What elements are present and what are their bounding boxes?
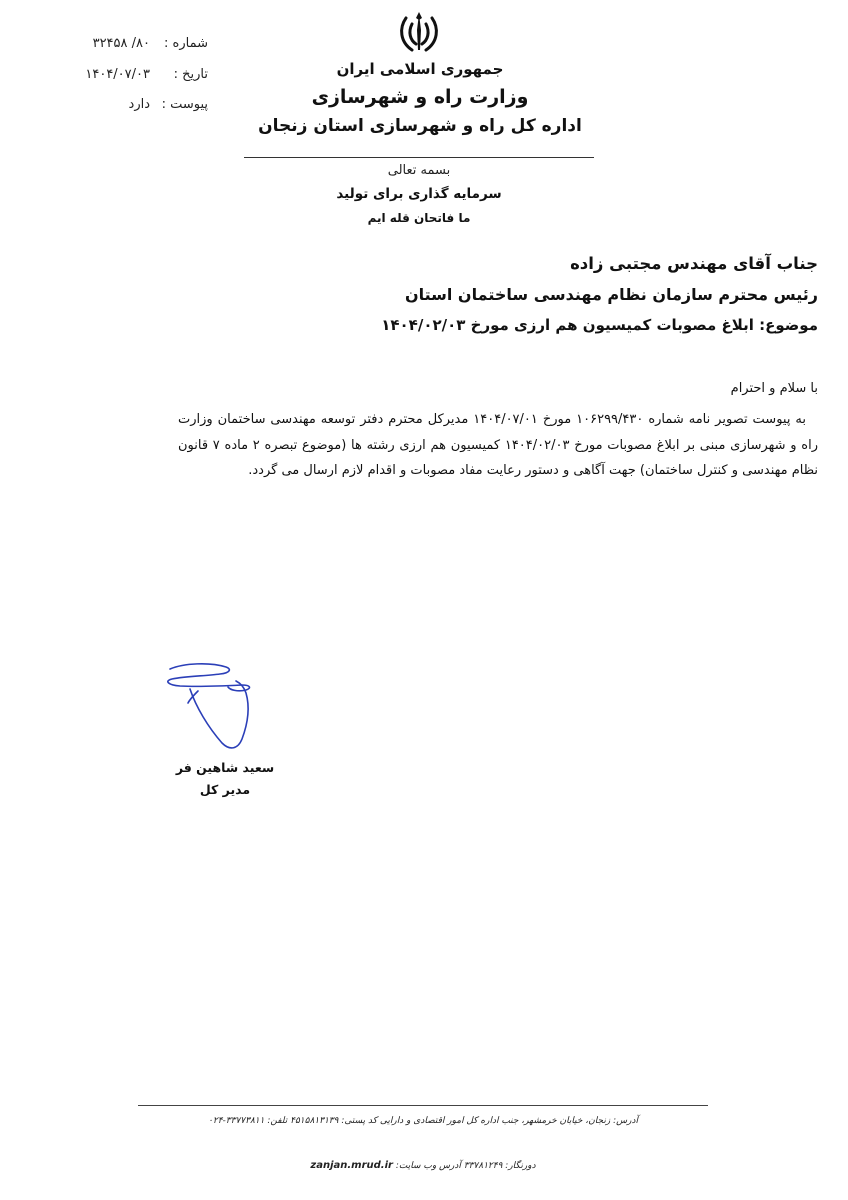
ministry-name: وزارت راه و شهرسازی <box>311 86 529 108</box>
letter-attachment-value: دارد <box>128 97 150 112</box>
greeting: با سلام و احترام <box>730 381 818 396</box>
bismillah: بسمه تعالی <box>387 163 451 178</box>
country-name: جمهوری اسلامی ایران <box>336 60 504 78</box>
letter-attachment-label: پیوست : <box>161 97 208 112</box>
recipient-title: رئیس محترم سازمان نظام مهندسی ساختمان استان <box>404 285 818 304</box>
letter-number-value: ۸۰/ ۳۲۴۵۸ <box>92 36 150 51</box>
signer-role: مدیر کل <box>199 782 251 797</box>
recipient-name: جناب آقای مهندس مجتبی زاده <box>570 254 818 273</box>
sub-slogan: ما فاتحان قله ایم <box>367 211 471 225</box>
iran-emblem-icon <box>398 10 440 56</box>
footer-contact <box>138 1160 708 1171</box>
footer-address: آدرس: زنجان، خیابان خرمشهر، جنب اداره کل امور اقتصادی و دارایی کد پستی: ۴۵۱۵۸۱۳۱۳۹ تلفن: ۳۳۷۷۳۸۱۱-۰۲۴ <box>208 1116 638 1126</box>
footer-fax: دورنگار: ۳۳۷۸۱۲۴۹ آدرس وب سایت: <box>395 1161 536 1171</box>
footer-website-link[interactable]: zanjan.mrud.ir <box>310 1160 393 1171</box>
year-slogan: سرمایه گذاری برای تولید <box>336 186 502 202</box>
letter-subject: موضوع: ابلاغ مصوبات کمیسیون هم ارزی مورخ ۱۴۰۴/۰۲/۰۳ <box>381 316 818 334</box>
letter-number-row <box>28 36 208 56</box>
header-divider <box>244 157 594 158</box>
body-paragraph-text: به پیوست تصویر نامه شماره ۱۰۶۲۹۹/۴۳۰ مورخ ۱۴۰۴/۰۷/۰۱ مدیرکل محترم دفتر توسعه مهندسی ساختمان وزارت راه و شهرسازی مبنی بر ابلاغ مصوبات مورخ ۱۴۰۴/۰۲/۰۳ کمیسیون هم ارزی رشته ها (موضوع تبصره ۲ ماده ۷ قانون نظام مهندسی و کنترل ساختمان) جهت آگاهی و دستور رعایت مفاد مصوبات و اقدام لازم ارسال می گردد. <box>178 412 818 478</box>
letter-date-label: تاریخ : <box>173 67 208 82</box>
office-name: اداره کل راه و شهرسازی استان زنجان <box>258 116 582 136</box>
letter-date-row <box>28 67 208 87</box>
body-paragraph <box>178 407 818 484</box>
footer-divider <box>138 1105 708 1106</box>
letter-date-value: ۱۴۰۴/۰۷/۰۳ <box>85 67 150 82</box>
letter-number-label: شماره : <box>164 36 208 51</box>
letter-attachment-row <box>28 97 208 117</box>
signer-name: سعید شاهین فر <box>175 760 275 775</box>
handwritten-signature <box>150 655 262 760</box>
